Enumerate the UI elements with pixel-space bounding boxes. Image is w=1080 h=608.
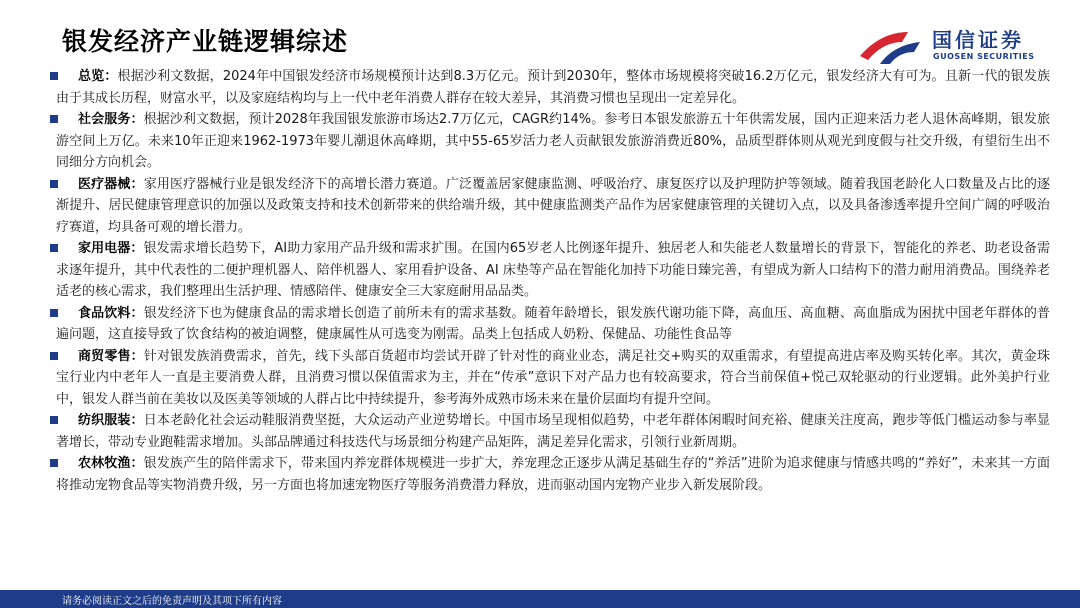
bullet-square-icon	[50, 72, 58, 80]
section-paragraph	[56, 66, 1050, 109]
section-paragraph	[56, 346, 1050, 411]
section-heading: 家用电器：	[78, 241, 144, 256]
section-medical-devices	[56, 174, 1050, 239]
section-text: 银发经济下也为健康食品的需求增长创造了前所未有的需求基数。随着年龄增长，银发族代谢功能下降，高血压、高血糖、高血脂成为困扰中国老年群体的普遍问题，这直接导致了饮食结构的被迫调整，健康属性从可选变为刚需。品类上包括成人奶粉、保健品、功能性食品等	[56, 305, 1050, 342]
bullet-square-icon	[50, 115, 58, 123]
section-textile-apparel	[56, 410, 1050, 453]
section-social-services	[56, 109, 1050, 174]
bullet-square-icon	[50, 244, 58, 252]
section-heading: 医疗器械：	[78, 176, 144, 192]
bullet-square-icon	[50, 416, 58, 424]
footer-disclaimer: 请务必阅读正文之后的免责声明及其项下所有内容	[62, 596, 282, 607]
bullet-square-icon	[50, 180, 58, 188]
section-text: 根据沙利文数据，2024年中国银发经济市场规模预计达到8.3万亿元。预计到2030年，整体市场规模将突破16.2万亿元，银发经济大有可为。且新一代的银发族由于其成长历程，财富水平，以及家庭结构均与上一代中老年消费人群存在较大差异，其消费习惯也呈现出一定差异化。	[56, 69, 1050, 106]
logo-chinese-name: 国信证券	[932, 28, 1024, 52]
footer-bar	[0, 590, 1080, 608]
section-paragraph	[56, 109, 1050, 174]
section-agriculture	[56, 453, 1050, 496]
section-paragraph	[56, 238, 1050, 303]
section-paragraph	[56, 453, 1050, 496]
bullet-square-icon	[50, 352, 58, 360]
section-paragraph	[56, 174, 1050, 239]
section-retail	[56, 346, 1050, 411]
section-text: 家用医疗器械行业是银发经济下的高增长潜力赛道。广泛覆盖居家健康监测、呼吸治疗、康复医疗以及护理防护等领域。随着我国老龄化人口数量及占比的逐渐提升、居民健康管理意识的加强以及政策支持和技术创新带来的供给端升级，其中健康监测类产品作为居家健康管理的关键切入点，以及具备渗透率提升空间广阔的呼吸治疗赛道，均具备可观的增长潜力。	[56, 176, 1050, 235]
section-heading: 农林牧渔：	[78, 456, 144, 471]
section-text: 银发族产生的陪伴需求下，带来国内养宠群体规模进一步扩大，养宠理念正逐步从满足基础生存的“养活”进阶为追求健康与情感共鸣的“养好”，未来其一方面将推动宠物食品等实物消费升级，另一方面也将加速宠物医疗等服务消费潜力释放，进而驱动国内宠物产业步入新发展阶段。	[56, 456, 1050, 493]
section-text: 根据沙利文数据，预计2028年我国银发旅游市场达2.7万亿元，CAGR约14%。参考日本银发旅游五十年供需发展，国内正迎来活力老人退休高峰期，银发旅游空间上万亿。未来10年正迎来1962-1973年婴儿潮退休高峰期，其中55-65岁活力老人贡献银发旅游消费近80%，品质型群体则从观光到度假与社交升级，有望衍生出不同细分方向机会。	[56, 112, 1050, 170]
bullet-square-icon	[50, 459, 58, 467]
guosen-logo	[858, 22, 1068, 66]
section-heading: 商贸零售：	[78, 348, 144, 364]
section-heading: 食品饮料：	[78, 305, 144, 321]
section-text: 银发需求增长趋势下，AI助力家用产品升级和需求扩围。在国内65岁老人比例逐年提升、独居老人和失能老人数量增长的背景下，智能化的养老、助老设备需求逐年提升，其中代表性的二便护理机器人、陪伴机器人、家用看护设备、AI 床垫等产品在智能化加持下功能日臻完善，有望成为新人口结构下的潜力耐用消费品。围绕养老适老的核心需求，我们整理出生活护理、情感陪伴、健康安全三大家庭耐用品品类。	[56, 241, 1050, 299]
section-text: 针对银发族消费需求，首先，线下头部百货超市均尝试开辟了针对性的商业业态，满足社交+购买的双重需求，有望提高进店率及购买转化率。其次，黄金珠宝行业内中老年人一直是主要消费人群，且消费习惯以保值需求为主，并在“传承”意识下对产品力也有较高要求，符合当前保值+悦己双轮驱动的行业逻辑。此外美护行业中，银发人群当前在美妆以及医美等领域的人群占比中持续提升，参考海外成熟市场未来在量价层面均有提升空间。	[56, 348, 1050, 407]
summary-content	[56, 66, 1050, 496]
section-heading: 社会服务：	[78, 112, 144, 127]
bullet-square-icon	[50, 309, 58, 317]
page-title: 银发经济产业链逻辑综述	[62, 27, 349, 56]
section-paragraph	[56, 303, 1050, 346]
guosen-logo-mark-icon	[858, 26, 926, 66]
section-text: 日本老龄化社会运动鞋服消费坚挺，大众运动产业逆势增长。中国市场呈现相似趋势，中老年群体闲暇时间充裕、健康关注度高，跑步等低门槛运动参与率显著增长，带动专业跑鞋需求增加。头部品牌通过科技迭代与场景细分构建产品矩阵，满足差异化需求，引领行业新周期。	[56, 413, 1050, 450]
section-food-beverage	[56, 303, 1050, 346]
section-heading: 总览：	[78, 69, 118, 84]
section-paragraph	[56, 410, 1050, 453]
logo-english-name: GUOSEN SECURITIES	[933, 52, 1035, 61]
section-overview	[56, 66, 1050, 109]
section-heading: 纺织服装：	[78, 413, 144, 428]
section-home-appliances	[56, 238, 1050, 303]
